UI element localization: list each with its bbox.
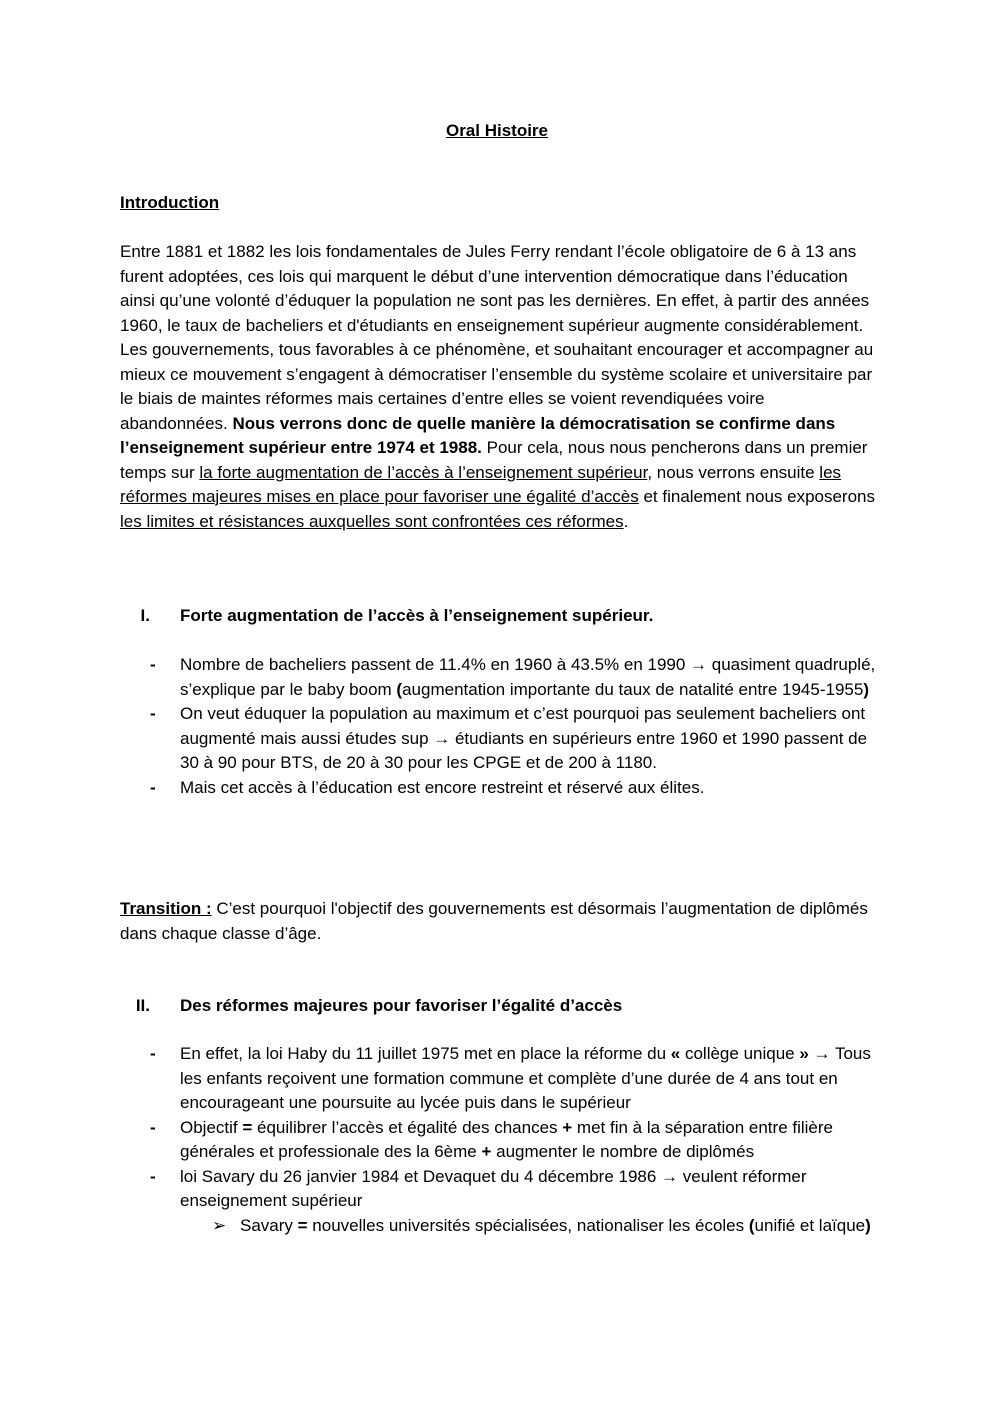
section-1-list — [120, 653, 880, 800]
bullet-dash: - — [150, 777, 156, 797]
item-text: = — [242, 1117, 253, 1137]
item-text: = — [297, 1215, 308, 1235]
list-item — [120, 653, 880, 702]
transition-label: Transition : — [120, 899, 212, 918]
list-item — [120, 776, 880, 801]
item-text: On veut éduquer la population au maximum et c’est pourquoi pas seulement bacheliers ont augmenté mais aussi études sup → étudiants en supérieurs entre 1960 et 1990 passent de 30 à 90 pour BTS, de 20 à 30 pour les CPGE et de 200 à 1180. — [180, 704, 868, 772]
item-text: Objectif — [180, 1117, 243, 1137]
section-1-title: Forte augmentation de l’accès à l’enseignement supérieur. — [180, 606, 654, 625]
transition-paragraph — [120, 897, 875, 946]
item-text: + — [562, 1117, 573, 1137]
item-text: + — [481, 1142, 492, 1161]
item-text: met fin à la séparation entre filière générales et professionale des la 6ème — [180, 1117, 833, 1161]
intro-text: et finalement nous exposerons — [638, 487, 876, 506]
bullet-dash: - — [150, 655, 156, 674]
arrow-bullet-icon: ➢ — [212, 1215, 227, 1235]
plan-part-1: la forte augmentation de l’accès à l’enseignement supérieur — [199, 462, 648, 482]
section-2-number: II. — [135, 996, 150, 1015]
sub-list-item — [120, 1214, 880, 1239]
item-text: → Tous les enfants reçoivent une formation commune et complète d’une durée de 4 ans tout en encourageant une poursuite au lycée puis dans le supérieur — [180, 1044, 871, 1112]
item-text: ( — [748, 1215, 755, 1235]
intro-text: Pour cela, nous nous pencherons dans un premier temps sur — [120, 438, 868, 482]
item-text: En effet, la loi Haby du 11 juillet 1975 met en place la réforme du — [180, 1044, 671, 1063]
bullet-dash: - — [150, 1166, 156, 1186]
item-text: Nombre de bacheliers passent de 11.4% en 1960 à 43.5% en 1990 → quasiment quadruplé, s’explique par le baby boom — [180, 655, 876, 699]
intro-paragraph — [120, 240, 875, 534]
item-text: augmenter le nombre de diplômés — [491, 1142, 755, 1161]
intro-problematic: Nous verrons donc de quelle manière la démocratisation se confirme dans l’enseignement supérieur entre 1974 et 1988. — [120, 413, 836, 457]
item-text: augmentation importante du taux de natalité entre 1945-1955 — [402, 679, 864, 699]
intro-heading: Introduction — [120, 193, 220, 212]
list-item — [120, 1042, 880, 1116]
item-text: » — [799, 1044, 809, 1063]
intro-text: . — [623, 511, 629, 531]
bullet-dash: - — [150, 704, 156, 723]
transition-text: C’est pourquoi l'objectif des gouvernements est désormais l’augmentation de diplômés dans chaque classe d’âge. — [120, 899, 868, 943]
section-2-list — [120, 1042, 880, 1238]
list-item — [120, 1165, 880, 1214]
item-text: équilibrer l’accès et égalité des chances — [252, 1117, 563, 1137]
intro-text: , nous verrons ensuite — [647, 462, 820, 482]
item-text: ) — [863, 679, 869, 699]
item-text: loi Savary du 26 janvier 1984 et Devaquet du 4 décembre 1986 → veulent réformer enseignement supérieur — [180, 1166, 807, 1210]
item-text: « — [670, 1044, 681, 1063]
bullet-dash: - — [150, 1044, 156, 1063]
page-title: Oral Histoire — [445, 121, 549, 140]
item-text: Savary — [240, 1215, 298, 1235]
item-text: ) — [865, 1215, 871, 1235]
plan-part-3: les limites et résistances auxquelles sont confrontées ces réformes — [120, 511, 624, 531]
intro-text: Entre 1881 et 1882 les lois fondamentales de Jules Ferry rendant l’école obligatoire de 6 à 13 ans furent adoptées, ces lois qui marquent le début d’une intervention démocratique dans l’éducation ainsi qu’une volonté d’éduquer la population ne sont pas les dernières. En effet, à partir des années 1960, le taux de bacheliers et d'étudiants en enseignement supérieur augmente considérablement. Les gouvernements, tous favorables à ce phénomène, et souhaitant encourager et accompagner au mieux ce mouvement s’engagent à démocratiser l’ensemble du système scolaire et universitaire par le biais de maintes réformes mais certaines d’entre elles se voient revendiquées voire abandonnées. — [120, 242, 874, 433]
item-text: Mais cet accès à l’éducation est encore restreint et réservé aux élites. — [180, 777, 705, 797]
bullet-dash: - — [150, 1117, 156, 1137]
item-text: collège unique — [680, 1044, 800, 1063]
item-text: unifié et laïque — [754, 1215, 866, 1235]
item-text: ( — [396, 679, 403, 699]
section-1-number: I. — [140, 606, 150, 625]
section-2-title: Des réformes majeures pour favoriser l’égalité d’accès — [180, 996, 623, 1015]
item-text: nouvelles universités spécialisées, nationaliser les écoles — [307, 1215, 749, 1235]
list-item — [120, 1116, 880, 1165]
list-item — [120, 702, 880, 776]
plan-part-2: les réformes majeures mises en place pour favoriser une égalité d’accès — [120, 462, 842, 506]
